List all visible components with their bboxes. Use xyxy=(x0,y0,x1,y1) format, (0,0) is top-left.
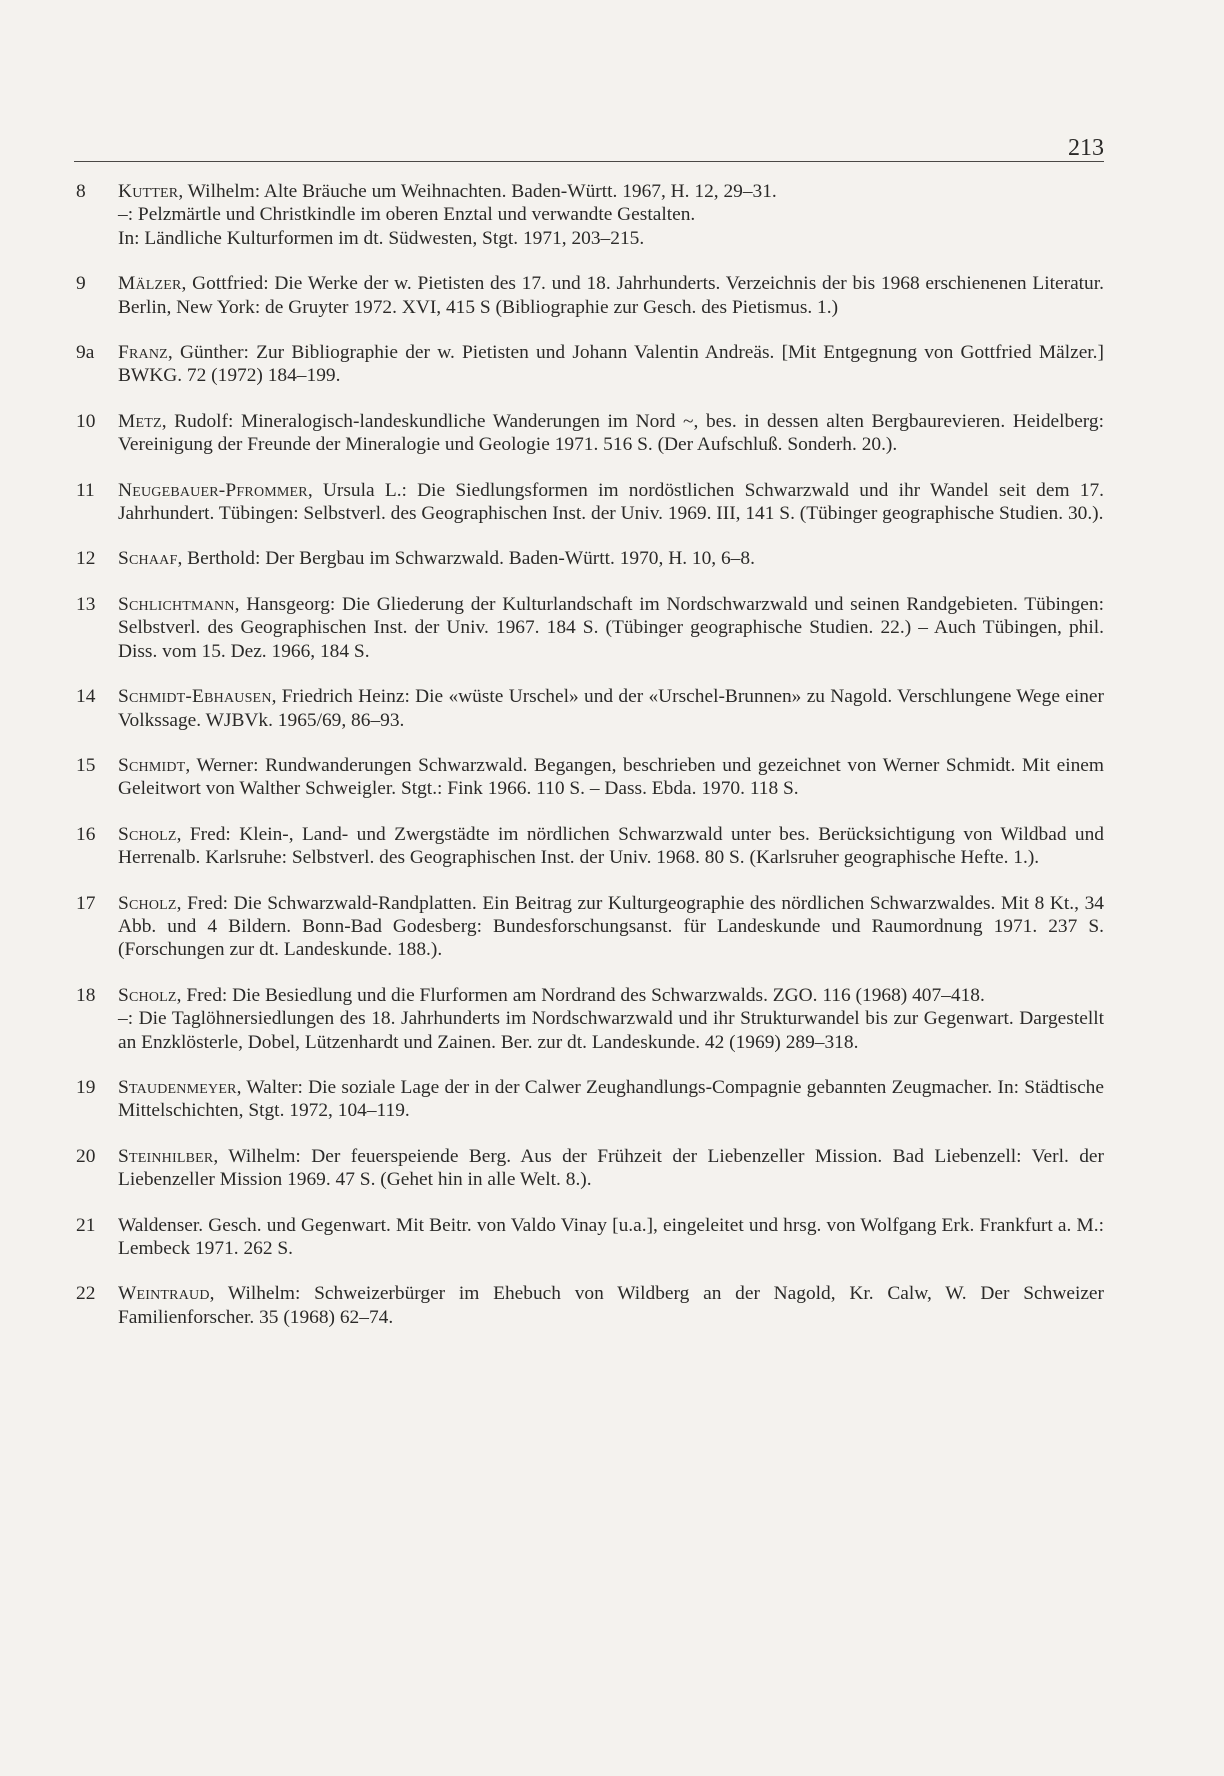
entry-text: , Fred: Klein-, Land- und Zwergstädte im nördlichen Schwarzwald unter bes. Berücksichtigung von Wildbad und Herrenalb. Karlsruhe: Selbstverl. des Geographischen Inst. der Univ. 1968. 80 S. (Karlsruher geographische Hefte. 1.). xyxy=(118,823,1104,869)
entry-number: 12 xyxy=(76,548,96,570)
bibliography-entry xyxy=(74,823,1104,870)
bibliography-entry xyxy=(74,1214,1104,1261)
bibliography-entry xyxy=(74,547,1104,570)
entry-author: Metz xyxy=(118,410,162,432)
entry-author: Neugebauer-Pfrommer xyxy=(118,479,308,501)
entry-continuation: –: Die Taglöhnersiedlungen des 18. Jahrhunderts im Nordschwarzwald und ihr Strukturwandel bis zur Gegenwart. Dargestellt an Enzklösterle, Dobel, Lützenhardt und Zainen. Ber. zur dt. Landeskunde. 42 (1969) 289–318. xyxy=(118,1008,1104,1053)
entry-number: 9a xyxy=(76,342,95,364)
entry-number: 9 xyxy=(76,273,86,295)
entry-text: , Gottfried: Die Werke der w. Pietisten des 17. und 18. Jahrhunderts. Verzeichnis der bis 1968 erschienenen Literatur. Berlin, New York: de Gruyter 1972. XVI, 415 S (Bibliographie zur Gesch. des Pietismus. 1.) xyxy=(118,273,1104,318)
entry-author: Franz xyxy=(118,342,168,364)
entry-number: 14 xyxy=(76,686,96,708)
bibliography-entry xyxy=(74,479,1104,526)
entry-author: Schmidt-Ebhausen xyxy=(118,686,272,708)
bibliography-entry xyxy=(74,984,1104,1054)
entry-number: 13 xyxy=(76,593,96,615)
bibliography-entry xyxy=(74,685,1104,732)
bibliography-entry xyxy=(74,892,1104,962)
entry-author: Scholz xyxy=(118,892,177,914)
entry-author: Scholz xyxy=(118,823,177,845)
entry-author: Steinhilber xyxy=(118,1145,214,1167)
entry-text: , Hansgeorg: Die Gliederung der Kulturlandschaft im Nordschwarzwald und seinen Randgebieten. Tübingen: Selbstverl. des Geographischen Inst. der Univ. 1967. 184 S. (Tübinger geographische Studien. 22.) – Auch Tübingen, phil. Diss. vom 15. Dez. 1966, 184 S. xyxy=(118,593,1104,662)
bibliography-list xyxy=(74,180,1104,1351)
bibliography-entry xyxy=(74,341,1104,388)
header-rule xyxy=(74,161,1104,162)
entry-number: 11 xyxy=(76,479,95,501)
entry-text: , Günther: Zur Bibliographie der w. Pietisten und Johann Valentin Andreäs. [Mit Entgegnung von Gottfried Mälzer.] BWKG. 72 (1972) 184–199. xyxy=(118,342,1104,387)
bibliography-entry xyxy=(74,410,1104,457)
entry-text: , Rudolf: Mineralogisch-landeskundliche Wanderungen im Nord ~, bes. in dessen alten Bergbaurevieren. Heidelberg: Vereinigung der Freunde der Mineralogie und Geologie 1971. 516 S. (Der Aufschluß. Sonderh. 20.). xyxy=(118,410,1104,456)
bibliography-entry xyxy=(74,1145,1104,1192)
entry-text: , Werner: Rundwanderungen Schwarzwald. Begangen, beschrieben und gezeichnet von Werner Schmidt. Mit einem Geleitwort von Walther Schweigler. Stgt.: Fink 1966. 110 S. – Dass. Ebda. 1970. 118 S. xyxy=(118,754,1104,800)
bibliography-entry xyxy=(74,180,1104,250)
entry-number: 8 xyxy=(76,181,86,202)
entry-text: , Walter: Die soziale Lage der in der Calwer Zeughandlungs-Compagnie gebannten Zeugmacher. In: Städtische Mittelschichten, Stgt. 1972, 104–119. xyxy=(118,1076,1104,1122)
bibliography-entry xyxy=(74,1076,1104,1123)
page-number: 213 xyxy=(1068,135,1104,161)
entry-text: , Wilhelm: Alte Bräuche um Weihnachten. Baden-Württ. 1967, H. 12, 29–31. xyxy=(178,181,777,202)
bibliography-entry xyxy=(74,593,1104,663)
entry-author: Mälzer xyxy=(118,273,182,295)
entry-number: 10 xyxy=(76,410,96,432)
entry-number: 20 xyxy=(76,1145,96,1167)
entry-text: , Wilhelm: Der feuerspeiende Berg. Aus der Frühzeit der Liebenzeller Mission. Bad Liebenzell: Verl. der Liebenzeller Mission 1969. 47 S. (Gehet hin in alle Welt. 8.). xyxy=(118,1145,1104,1191)
entry-author: Schmidt xyxy=(118,754,186,776)
entry-text: , Ursula L.: Die Siedlungsformen im nordöstlichen Schwarzwald und ihr Wandel seit dem 17. Jahrhundert. Tübingen: Selbstverl. des Geographischen Inst. der Univ. 1969. III, 141 S. (Tübinger geographische Studien. 30.). xyxy=(118,479,1104,525)
bibliography-entry xyxy=(74,754,1104,801)
bibliography-entry xyxy=(74,1282,1104,1329)
entry-author: Scholz xyxy=(118,984,177,1006)
entry-number: 16 xyxy=(76,823,96,845)
entry-number: 18 xyxy=(76,984,96,1006)
entry-text: , Berthold: Der Bergbau im Schwarzwald. Baden-Württ. 1970, H. 10, 6–8. xyxy=(177,548,755,570)
entry-text: , Fred: Die Besiedlung und die Flurformen am Nordrand des Schwarzwalds. ZGO. 116 (1968) 407–418. xyxy=(176,984,985,1006)
entry-author: Kutter xyxy=(118,181,179,202)
entry-number: 17 xyxy=(76,892,96,914)
entry-number: 19 xyxy=(76,1076,96,1098)
entry-number: 21 xyxy=(76,1214,96,1236)
entry-author: Schlichtmann xyxy=(118,593,235,615)
entry-continuation: In: Ländliche Kulturformen im dt. Südwesten, Stgt. 1971, 203–215. xyxy=(118,227,645,249)
entry-continuation: –: Pelzmärtle und Christkindle im oberen Enztal und verwandte Gestalten. xyxy=(118,204,696,226)
entry-author: Staudenmeyer xyxy=(118,1076,237,1098)
entry-number: 15 xyxy=(76,754,96,776)
entry-text: , Wilhelm: Schweizerbürger im Ehebuch von Wildberg an der Nagold, Kr. Calw, W. Der Schweizer Familienforscher. 35 (1968) 62–74. xyxy=(118,1283,1104,1328)
entry-author: Weintraud xyxy=(118,1283,210,1305)
entry-text: Waldenser. Gesch. und Gegenwart. Mit Beitr. von Valdo Vinay [u.a.], eingeleitet und hrsg. von Wolfgang Erk. Frankfurt a. M.: Lembeck 1971. 262 S. xyxy=(118,1214,1104,1259)
entry-author: Schaaf xyxy=(118,548,178,570)
entry-text: , Friedrich Heinz: Die «wüste Urschel» und der «Urschel-Brunnen» zu Nagold. Verschlungene Wege einer Volkssage. WJBVk. 1965/69, 86–93. xyxy=(118,686,1104,731)
entry-text: , Fred: Die Schwarzwald-Randplatten. Ein Beitrag zur Kulturgeographie des nördlichen Schwarzwaldes. Mit 8 Kt., 34 Abb. und 4 Bildern. Bonn-Bad Godesberg: Bundesforschungsanst. für Landeskunde und Raumordnung 1971. 237 S. (Forschungen zur dt. Landeskunde. 188.). xyxy=(118,892,1104,961)
bibliography-entry xyxy=(74,272,1104,319)
entry-number: 22 xyxy=(76,1283,96,1305)
